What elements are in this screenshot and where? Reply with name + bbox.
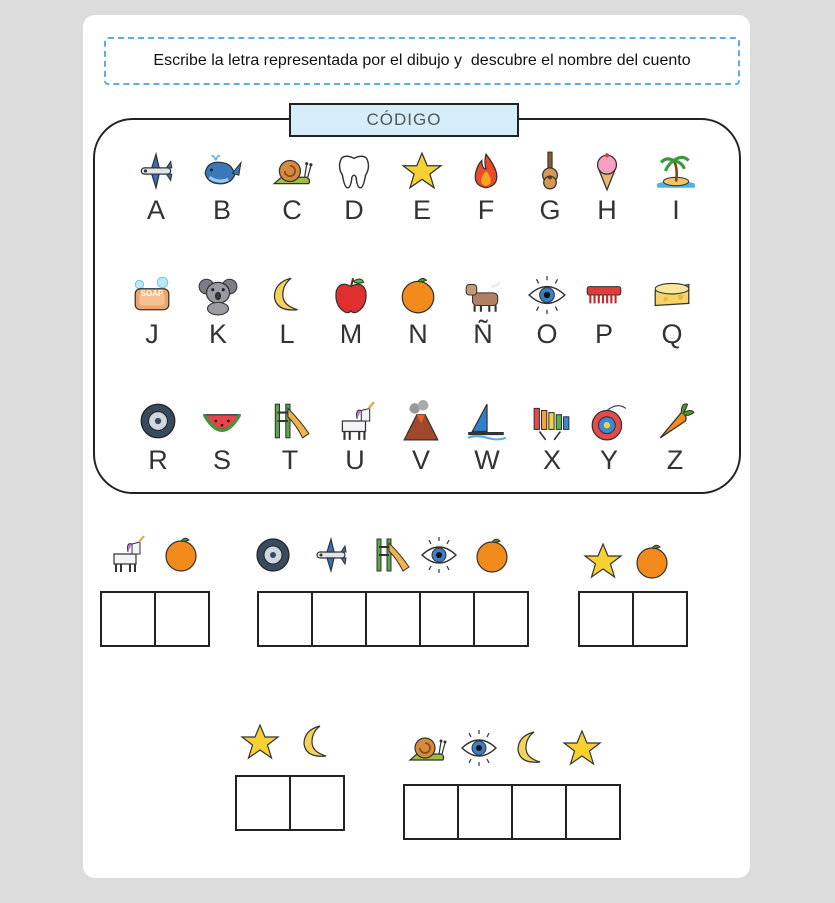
code-item-ñ xyxy=(453,274,513,364)
tooth-icon xyxy=(333,150,375,192)
code-letter: X xyxy=(542,445,561,475)
slide-icon xyxy=(269,400,311,442)
clue-picture xyxy=(459,728,499,773)
code-letter: Y xyxy=(599,445,618,475)
soap-label: SOAP xyxy=(140,289,164,298)
unicorn-icon xyxy=(106,534,146,574)
code-item-t xyxy=(260,400,320,490)
answer-box[interactable] xyxy=(457,784,513,840)
snail-icon xyxy=(271,150,313,192)
code-letter: S xyxy=(212,445,231,475)
island-icon xyxy=(655,150,697,192)
carrot-icon xyxy=(654,400,696,442)
star-icon xyxy=(562,728,602,768)
answer-box[interactable] xyxy=(235,775,291,831)
moon-icon xyxy=(296,722,336,762)
clue-picture xyxy=(253,535,293,580)
star-icon xyxy=(583,541,623,581)
koala-icon xyxy=(197,274,239,316)
watermelon-icon xyxy=(201,400,243,442)
fire-icon xyxy=(465,150,507,192)
answer-box[interactable] xyxy=(289,775,345,831)
code-item-m xyxy=(321,274,381,364)
eye-icon xyxy=(419,535,459,575)
answer-boxes xyxy=(578,591,688,647)
snail-icon xyxy=(407,728,447,768)
answer-box[interactable] xyxy=(311,591,367,647)
code-letter: U xyxy=(345,445,365,475)
code-item-j xyxy=(122,274,182,364)
code-item-w xyxy=(457,400,517,490)
unicorn-icon xyxy=(334,400,376,442)
code-letter: H xyxy=(597,195,617,225)
code-letter: C xyxy=(282,195,302,225)
code-letter: J xyxy=(145,319,159,349)
comb-icon xyxy=(583,274,625,316)
apple-icon xyxy=(330,274,372,316)
cheese-icon xyxy=(651,274,693,316)
answer-box[interactable] xyxy=(154,591,210,647)
clue-picture xyxy=(311,535,351,580)
answer-boxes xyxy=(257,591,529,647)
code-title: CÓDIGO xyxy=(289,103,519,137)
moon-icon xyxy=(266,274,308,316)
code-item-b xyxy=(192,150,252,240)
code-letter: K xyxy=(208,319,227,349)
clue-picture xyxy=(371,535,411,580)
code-letter: E xyxy=(412,195,431,225)
answer-box[interactable] xyxy=(565,784,621,840)
answer-box[interactable] xyxy=(403,784,459,840)
ox-icon xyxy=(462,274,504,316)
orange-icon xyxy=(632,541,672,581)
code-letter: F xyxy=(477,195,495,225)
clue-picture xyxy=(161,534,201,579)
code-item-v xyxy=(391,400,451,490)
code-item-c xyxy=(262,150,322,240)
code-letter: A xyxy=(146,195,165,225)
code-item-x xyxy=(522,400,582,490)
moon-icon xyxy=(510,728,550,768)
answer-box[interactable] xyxy=(419,591,475,647)
clue-picture xyxy=(510,728,550,773)
answer-box[interactable] xyxy=(473,591,529,647)
code-item-s xyxy=(192,400,252,490)
code-item-p xyxy=(574,274,634,364)
clue-picture xyxy=(472,535,512,580)
code-letter: M xyxy=(339,319,363,349)
code-item-g xyxy=(520,150,580,240)
code-letter: G xyxy=(539,195,561,225)
code-letter: T xyxy=(281,445,299,475)
code-letter: D xyxy=(344,195,364,225)
clue-picture xyxy=(562,728,602,773)
code-letter: W xyxy=(474,445,500,475)
slide-icon xyxy=(371,535,411,575)
code-item-e xyxy=(392,150,452,240)
clue-picture xyxy=(632,541,672,586)
code-item-d xyxy=(324,150,384,240)
code-letter: Q xyxy=(661,319,683,349)
code-item-h xyxy=(577,150,637,240)
answer-boxes xyxy=(100,591,210,647)
windsurf-icon xyxy=(466,400,508,442)
code-letter: P xyxy=(594,319,613,349)
answer-box[interactable] xyxy=(100,591,156,647)
code-item-k xyxy=(188,274,248,364)
code-letter: O xyxy=(536,319,558,349)
clue-picture xyxy=(240,722,280,767)
answer-boxes xyxy=(403,784,621,840)
xylophone-icon xyxy=(531,400,573,442)
star-icon xyxy=(401,150,443,192)
answer-box[interactable] xyxy=(365,591,421,647)
eye-icon xyxy=(459,728,499,768)
code-item-r xyxy=(128,400,188,490)
code-item-z xyxy=(645,400,705,490)
orange-icon xyxy=(161,534,201,574)
code-letter: V xyxy=(411,445,430,475)
airplane-icon xyxy=(311,535,351,575)
airplane-icon xyxy=(135,150,177,192)
answer-box[interactable] xyxy=(257,591,313,647)
orange-icon xyxy=(472,535,512,575)
code-letter: B xyxy=(212,195,231,225)
clue-picture xyxy=(106,534,146,579)
code-item-y xyxy=(579,400,639,490)
code-item-f xyxy=(456,150,516,240)
star-icon xyxy=(240,722,280,762)
eye-icon xyxy=(526,274,568,316)
tire-icon xyxy=(253,535,293,575)
code-letter: Z xyxy=(666,445,684,475)
volcano-icon xyxy=(400,400,442,442)
yoyo-icon xyxy=(588,400,630,442)
code-item-n xyxy=(388,274,448,364)
code-letter: Ñ xyxy=(473,319,493,349)
clue-picture xyxy=(296,722,336,767)
code-letter: N xyxy=(408,319,428,349)
answer-box[interactable] xyxy=(511,784,567,840)
tire-icon xyxy=(137,400,179,442)
answer-box[interactable] xyxy=(578,591,634,647)
instruction-text: Escribe la letra representada por el dibujo y descubre el nombre del cuento xyxy=(104,37,740,85)
code-item-i xyxy=(646,150,706,240)
whale-icon xyxy=(201,150,243,192)
ice-cream-icon xyxy=(586,150,628,192)
code-letter: R xyxy=(148,445,168,475)
code-item-a xyxy=(126,150,186,240)
code-item-l xyxy=(257,274,317,364)
answer-box[interactable] xyxy=(632,591,688,647)
guitar-icon xyxy=(529,150,571,192)
answer-boxes xyxy=(235,775,345,831)
clue-picture xyxy=(583,541,623,586)
code-letter: I xyxy=(672,195,680,225)
code-letter: L xyxy=(279,319,295,349)
orange-icon xyxy=(397,274,439,316)
code-item-q xyxy=(642,274,702,364)
code-item-u xyxy=(325,400,385,490)
clue-picture xyxy=(419,535,459,580)
code-item-o xyxy=(517,274,577,364)
clue-picture xyxy=(407,728,447,773)
